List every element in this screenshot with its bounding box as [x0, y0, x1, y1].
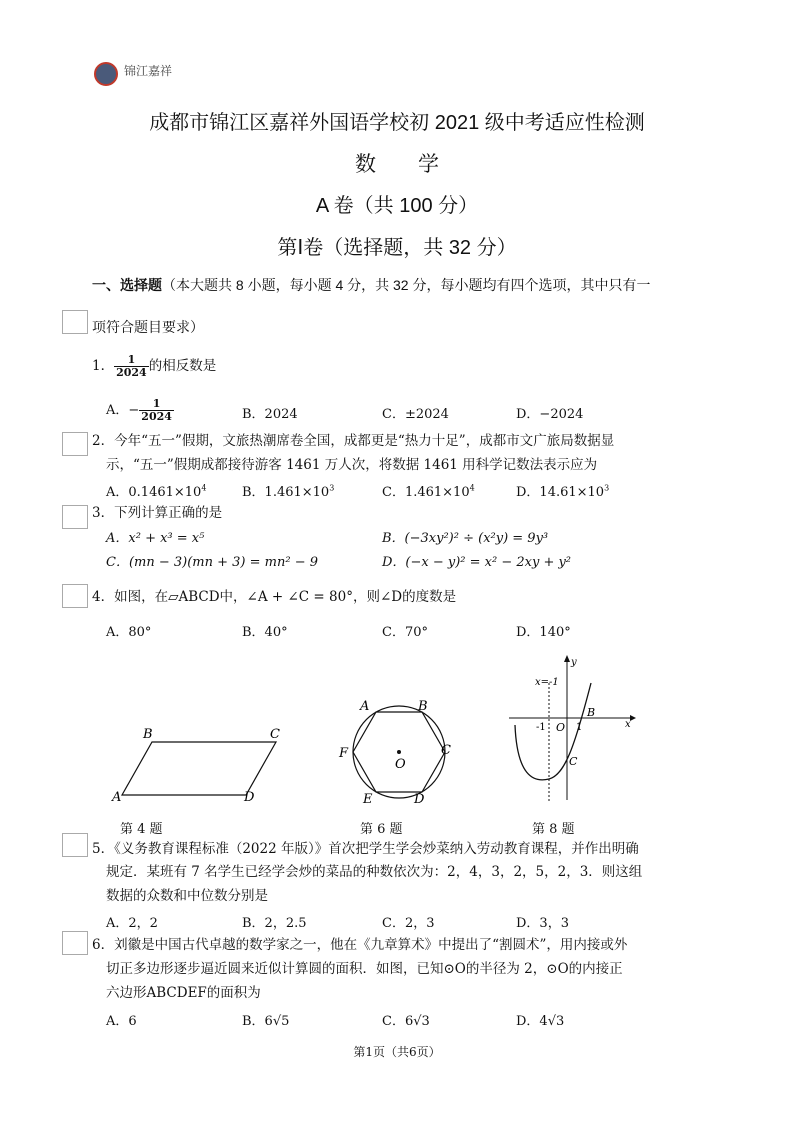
q6-option-b: B．6√5	[242, 1014, 290, 1029]
figure-6-circle-hexagon	[335, 695, 465, 810]
q6-line1: 6．刘徽是中国古代卓越的数学家之一，他在《九章算术》中提出了“割圆术”，用内接或外	[92, 937, 628, 953]
fig6-label-b: B	[418, 699, 428, 714]
q1-fraction	[114, 354, 149, 379]
fig8-label-c: C	[569, 755, 578, 768]
q2-d-text: D．14.61×10	[516, 485, 605, 500]
q5-option-d: D．3，3	[516, 916, 569, 931]
q2-a-exp: 4	[201, 483, 207, 493]
q4-option-b: B．40°	[242, 625, 288, 640]
section-desc-line1: （本大题共 8 小题，每小题 4 分，共 32 分，每小题均有四个选项，其中只有一	[162, 277, 651, 293]
q2-b-exp: 3	[329, 483, 335, 493]
q4-option-d: D．140°	[516, 625, 571, 640]
fig6-label-c: C	[441, 743, 451, 758]
fig8-label-x: x	[625, 719, 631, 730]
answer-box-q4[interactable]	[62, 584, 88, 608]
answer-box-q6[interactable]	[62, 931, 88, 955]
q1-frac-den: 2024	[116, 366, 147, 379]
q1-option-a	[106, 398, 174, 423]
q3-stem: 3．下列计算正确的是	[92, 505, 223, 521]
q5-option-a: A．2，2	[106, 916, 158, 931]
fig8-label-neg1: -1	[536, 722, 546, 733]
q1-number: 1．	[92, 358, 115, 374]
q6-line3: 六边形ABCDEF的面积为	[106, 985, 261, 1001]
fig4-label-b: B	[143, 727, 153, 742]
q5-option-b: B．2，2.5	[242, 916, 307, 931]
fig4-label-a: A	[112, 790, 122, 805]
fig4-label-c: C	[270, 727, 280, 742]
q4-option-a: A．80°	[106, 625, 152, 640]
q6-option-c: C．6√3	[382, 1014, 430, 1029]
q2-option-c	[382, 481, 475, 500]
q2-d-exp: 3	[604, 483, 610, 493]
center-point	[397, 750, 401, 754]
figure-4-parallelogram	[100, 720, 300, 810]
fig8-caption: 第 8 题	[532, 822, 575, 837]
answer-box-section[interactable]	[62, 310, 88, 334]
fig6-label-o: O	[395, 757, 406, 772]
fig6-label-a: A	[360, 699, 370, 714]
figure-8-parabola	[505, 655, 640, 805]
fig4-caption: 第 4 题	[120, 822, 163, 837]
q2-option-a	[106, 481, 206, 500]
q1-a-den: 2024	[141, 410, 172, 423]
q6-line2: 切正多边形逐步逼近圆来近似计算圆的面积．如图，已知⊙O的半径为 2，⊙O的内接正	[106, 961, 623, 977]
q5-line2: 规定．某班有 7 名学生已经学会炒的菜品的种数依次为：2，4，3，2，5，2，3．则这组	[106, 864, 643, 880]
q2-option-d	[516, 481, 609, 500]
q1-option-b: B．2024	[242, 407, 298, 422]
answer-box-q3[interactable]	[62, 505, 88, 529]
fig8-label-o: O	[556, 721, 566, 734]
y-axis-arrow	[564, 655, 570, 662]
section-desc-line2: 项符合题目要求）	[92, 319, 204, 335]
subject-title: 数 学	[355, 153, 439, 176]
q2-b-text: B．1.461×10	[242, 485, 330, 500]
parallelogram-shape	[122, 742, 276, 795]
section-header	[92, 275, 732, 295]
q1-a-label: A．	[106, 403, 129, 418]
fig6-caption: 第 6 题	[360, 822, 403, 837]
part1-title: 第Ⅰ卷（选择题，共 32 分）	[277, 237, 517, 259]
q1-option-c: C．±2024	[382, 407, 449, 422]
q1-stem	[92, 354, 216, 379]
fig8-label-1: 1	[576, 722, 583, 733]
logo-text: 锦江嘉祥	[124, 64, 173, 78]
fig8-label-b: B	[587, 706, 596, 719]
q1-frac-num: 1	[114, 354, 149, 367]
fig8-label-y: y	[571, 657, 577, 668]
q3-option-a: A．x² + x³ = x⁵	[106, 531, 205, 546]
q2-c-text: C．1.461×10	[382, 485, 470, 500]
q1-a-sign: −	[128, 403, 140, 418]
paper-a-title: A 卷（共 100 分）	[315, 195, 479, 217]
q2-option-b	[242, 481, 334, 500]
q3-option-c: C．(mn − 3)(mn + 3) = mn² − 9	[106, 555, 318, 570]
fig4-label-d: D	[244, 790, 255, 805]
exam-title: 成都市锦江区嘉祥外国语学校初 2021 级中考适应性检测	[149, 112, 645, 134]
q3-option-b: B．(−3xy²)² ÷ (x²y) = 9y³	[382, 531, 549, 546]
q1-a-num: 1	[139, 398, 174, 411]
q5-line1: 5．《义务教育课程标准（2022 年版）》首次把学生学会炒菜纳入劳动教育课程，并作出明确	[92, 841, 639, 857]
q2-line1: 2．今年“五一”假期，文旅热潮席卷全国，成都更是“热力十足”，成都市文广旅局数据显	[92, 433, 615, 449]
q2-line2: 示，“五一”假期成都接待游客 1461 万人次，将数据 1461 用科学记数法表示应为	[106, 457, 598, 473]
page-footer: 第1页（共6页）	[353, 1045, 441, 1059]
q1-a-fraction	[139, 398, 174, 423]
fig6-label-f: F	[339, 746, 349, 761]
q1-option-d: D．−2024	[516, 407, 584, 422]
x-axis-arrow	[630, 715, 636, 721]
q1-stem-tail: 的相反数是	[148, 358, 217, 374]
answer-box-q5[interactable]	[62, 833, 88, 857]
q4-stem: 4．如图，在▱ABCD中，∠A + ∠C = 80°，则∠D的度数是	[92, 589, 457, 605]
q5-line3: 数据的众数和中位数分别是	[106, 888, 268, 904]
q2-a-text: A．0.1461×10	[106, 485, 202, 500]
q4-option-c: C．70°	[382, 625, 428, 640]
section-label: 一、选择题	[92, 277, 162, 293]
fig6-label-e: E	[363, 792, 373, 807]
q6-option-a: A．6	[106, 1014, 137, 1029]
fig8-label-xeq: x=-1	[535, 677, 559, 688]
fig6-label-d: D	[414, 792, 425, 807]
q5-option-c: C．2，3	[382, 916, 435, 931]
q6-option-d: D．4√3	[516, 1014, 565, 1029]
q2-c-exp: 4	[469, 483, 475, 493]
q3-option-d: D．(−x − y)² = x² − 2xy + y²	[382, 555, 572, 570]
answer-box-q2[interactable]	[62, 432, 88, 456]
school-logo	[94, 62, 118, 86]
